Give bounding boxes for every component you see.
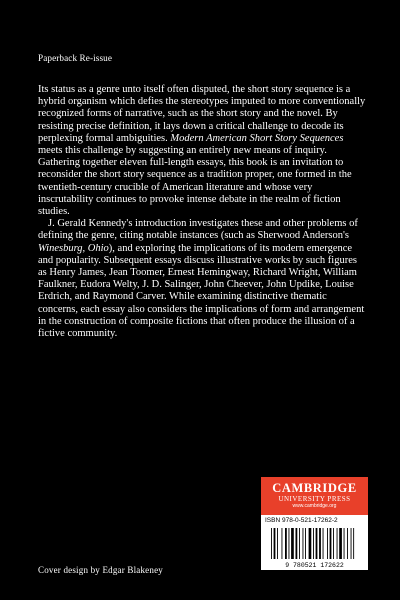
cover-design-credit: Cover design by Edgar Blakeney: [38, 565, 163, 575]
blurb-paragraph-2: J. Gerald Kennedy's introduction investigates these and other problems of defining the genre, citing notable instances (such as Sherwood Anderson's Winesburg, Ohio), and exploring the implications of its modern emergence and popularity. Subsequent essays discuss illustrative works by such figures as Henry James, Jean Toomer, Ernest Hemingway, Richard Wright, William Faulkner, Eudora Welty, J. D. Salinger, John Cheever, John Updike, Louise Erdrich, and Raymond Carver. While examining distinctive thematic concerns, each essay also considers the implications of form and arrangement in the construction of composite fictions that often produce the illusion of a fictive community.: [38, 218, 365, 340]
barcode-icon: [265, 526, 364, 569]
publisher-url: www.cambridge.org: [292, 503, 337, 509]
blurb-paragraph-1: Its status as a genre unto itself often disputed, the short story sequence is a hybrid organism which defies the stereotypes imputed to more conventionally recognized forms of narrative, such as the short story and the novel. By resisting precise definition, it lays down a critical challenge to decode its perplexing formal ambiguities. Modern American Short Story Sequences meets this challenge by suggesting an entirely new means of inquiry. Gathering together eleven full-length essays, this book is an invitation to reconsider the short story sequence as a tradition proper, one formed in the twentieth-century crucible of American literature and whose very inscrutability continues to provoke intense debate in the realm of fiction studies.: [38, 84, 366, 218]
cited-work-title: Winesburg, Ohio: [38, 242, 109, 254]
isbn-label: ISBN 978-0-521-17262-2: [265, 517, 338, 524]
publisher-isbn-block: [261, 477, 368, 570]
edition-label: Paperback Re-issue: [38, 53, 112, 63]
publisher-subtitle: UNIVERSITY PRESS: [278, 495, 351, 503]
publisher-logo: [261, 477, 368, 515]
blurb-text: [38, 84, 368, 340]
publisher-name: CAMBRIDGE: [272, 481, 357, 495]
barcode-digits: 9 780521 172622: [285, 562, 344, 569]
book-title: Modern American Short Story Sequences: [170, 132, 344, 144]
